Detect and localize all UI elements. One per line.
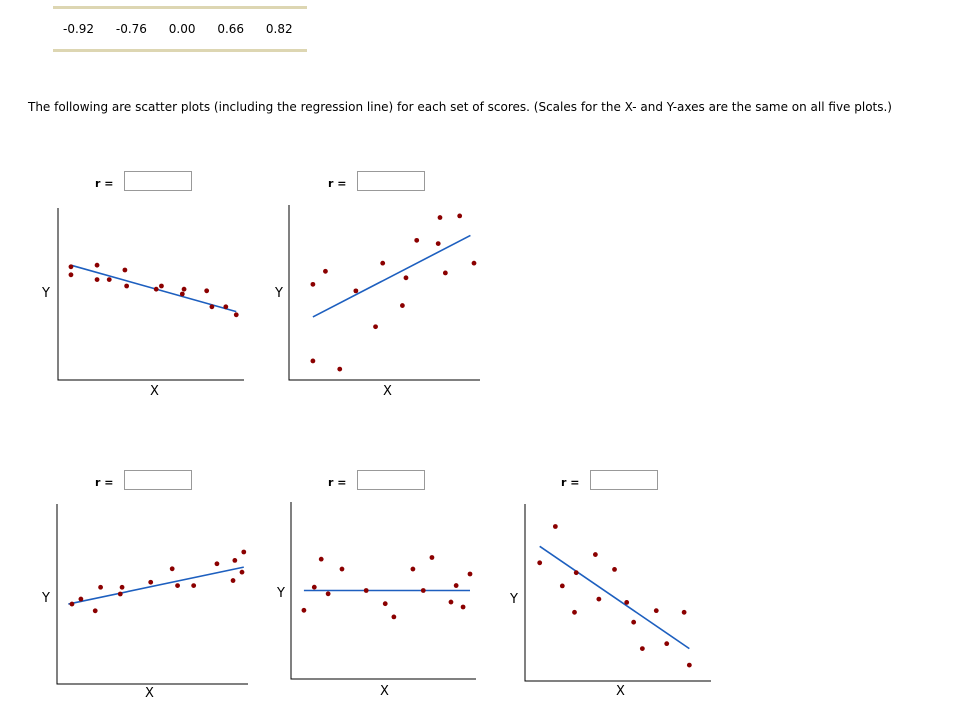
r-label: r =: [95, 476, 114, 489]
data-point: [70, 602, 75, 607]
data-point: [159, 284, 164, 289]
data-point: [380, 261, 385, 266]
r-input-plot-5[interactable]: [590, 470, 658, 490]
data-point: [631, 620, 636, 625]
data-point: [69, 264, 74, 269]
scatter-plot-4: [291, 502, 476, 679]
data-point: [438, 215, 443, 220]
data-point: [323, 269, 328, 274]
r-label: r =: [561, 476, 580, 489]
r-input-plot-3[interactable]: [124, 470, 192, 490]
x-axis-label: X: [145, 686, 154, 701]
plot-axes: [525, 504, 711, 681]
r-input-plot-2[interactable]: [357, 171, 425, 191]
data-point: [654, 608, 659, 613]
value-item: 0.82: [265, 22, 293, 36]
r-label: r =: [328, 177, 347, 190]
y-axis-label: Y: [42, 286, 50, 301]
data-point: [383, 601, 388, 606]
regression-line: [68, 567, 243, 604]
data-point: [612, 567, 617, 572]
y-axis-label: Y: [42, 591, 50, 606]
data-point: [223, 304, 228, 309]
data-point: [461, 605, 466, 610]
data-point: [170, 566, 175, 571]
r-label: r =: [95, 177, 114, 190]
data-point: [560, 584, 565, 589]
data-point: [687, 663, 692, 668]
scatter-plot-5: [525, 504, 711, 681]
instructions-text: The following are scatter plots (including the regression line) for each set of scores. (Scales for the X- and Y-axes are the same on all five plots.): [28, 100, 892, 114]
data-point: [449, 600, 454, 605]
data-point: [373, 324, 378, 329]
data-point: [241, 550, 246, 555]
data-point: [596, 597, 601, 602]
data-point: [457, 213, 462, 218]
x-axis-label: X: [616, 684, 625, 699]
data-point: [593, 552, 598, 557]
value-item: 0.66: [217, 22, 245, 36]
data-point: [337, 367, 342, 372]
data-point: [215, 561, 220, 566]
data-point: [553, 524, 558, 529]
data-point: [537, 560, 542, 565]
data-point: [421, 588, 426, 593]
scatter-plot-2: [289, 205, 480, 380]
data-point: [326, 591, 331, 596]
data-point: [312, 585, 317, 590]
data-point: [574, 570, 579, 575]
r-input-plot-1[interactable]: [124, 171, 192, 191]
scatter-plot-3: [57, 504, 248, 684]
data-point: [118, 592, 123, 597]
data-point: [664, 641, 669, 646]
data-point: [93, 608, 98, 613]
data-point: [311, 359, 316, 364]
data-point: [624, 600, 629, 605]
data-point: [232, 558, 237, 563]
data-point: [95, 263, 100, 268]
data-point: [234, 312, 239, 317]
r-label: r =: [328, 476, 347, 489]
data-point: [640, 646, 645, 651]
data-point: [302, 608, 307, 613]
data-point: [340, 567, 345, 572]
data-point: [364, 588, 369, 593]
data-point: [79, 597, 84, 602]
r-input-plot-4[interactable]: [357, 470, 425, 490]
data-point: [391, 615, 396, 620]
data-point: [400, 303, 405, 308]
data-point: [191, 583, 196, 588]
data-point: [240, 570, 245, 575]
value-item: -0.92: [63, 22, 95, 36]
data-point: [175, 583, 180, 588]
value-item: -0.76: [115, 22, 147, 36]
data-point: [572, 610, 577, 615]
data-point: [69, 272, 74, 277]
y-axis-label: Y: [275, 286, 283, 301]
data-point: [154, 287, 159, 292]
data-point: [204, 288, 209, 293]
data-point: [319, 557, 324, 562]
data-point: [436, 241, 441, 246]
data-point: [404, 275, 409, 280]
data-point: [414, 238, 419, 243]
y-axis-label: Y: [277, 586, 285, 601]
plot-axes: [57, 504, 248, 684]
data-point: [472, 261, 477, 266]
y-axis-label: Y: [510, 592, 518, 607]
data-point: [411, 567, 416, 572]
data-point: [454, 583, 459, 588]
data-point: [180, 292, 185, 297]
regression-line: [313, 235, 471, 317]
scatter-plot-1: [58, 208, 244, 380]
data-point: [182, 287, 187, 292]
data-point: [210, 304, 215, 309]
data-point: [311, 282, 316, 287]
data-point: [353, 288, 358, 293]
data-point: [231, 578, 236, 583]
data-point: [148, 580, 153, 585]
plot-axes: [58, 208, 244, 380]
data-point: [468, 572, 473, 577]
data-point: [120, 585, 125, 590]
value-item: 0.00: [168, 22, 196, 36]
data-point: [682, 610, 687, 615]
data-point: [95, 277, 100, 282]
data-point: [430, 555, 435, 560]
x-axis-label: X: [150, 384, 159, 399]
x-axis-label: X: [380, 684, 389, 699]
plot-axes: [289, 205, 480, 380]
data-point: [124, 284, 129, 289]
data-point: [443, 271, 448, 276]
data-point: [98, 585, 103, 590]
data-point: [123, 268, 128, 273]
x-axis-label: X: [383, 384, 392, 399]
regression-line: [540, 546, 690, 648]
data-point: [107, 277, 112, 282]
